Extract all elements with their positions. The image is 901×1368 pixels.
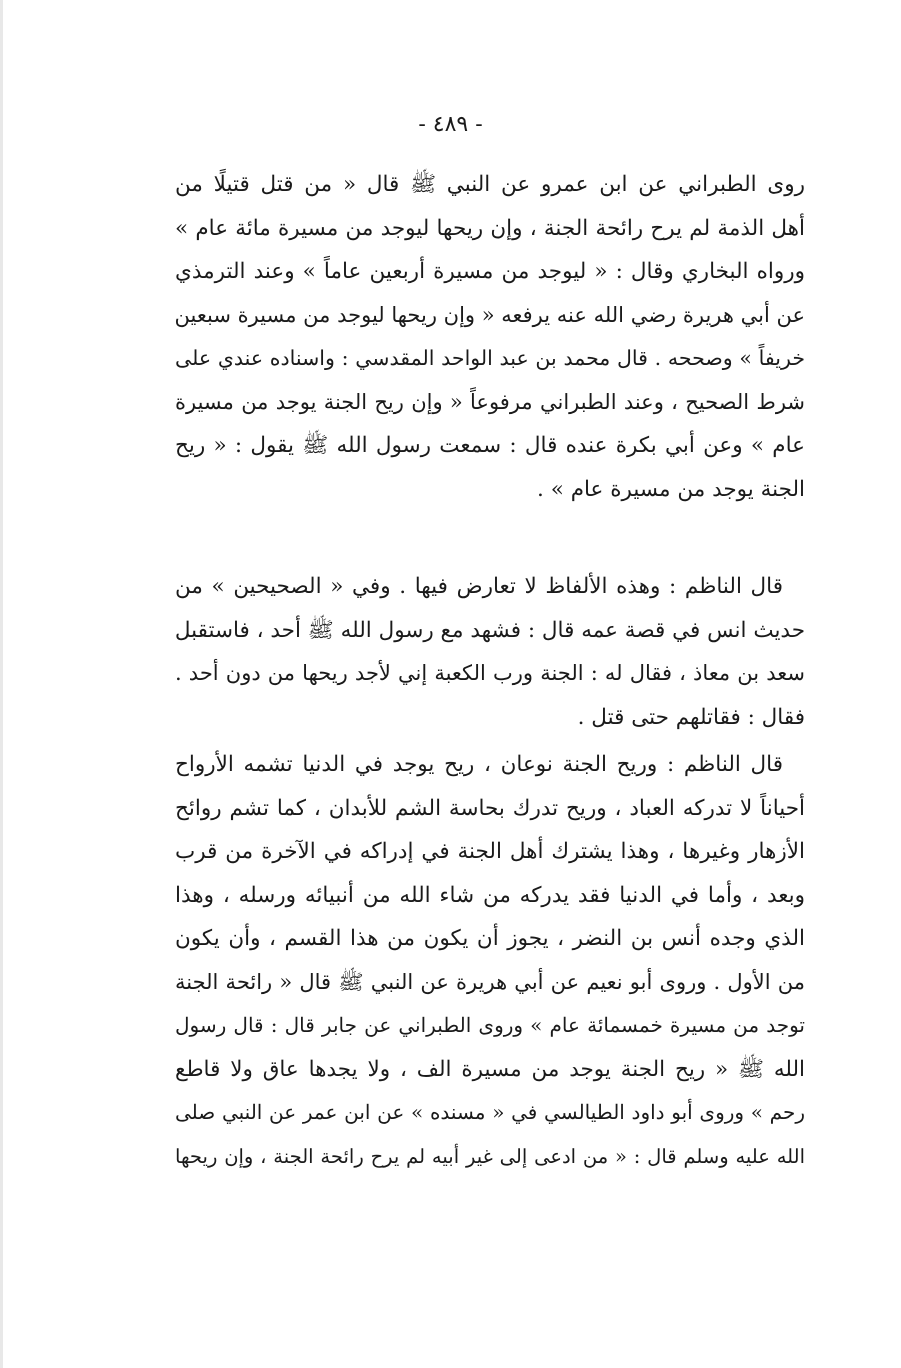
text-line: ورواه البخاري وقال : « ليوجد من مسيرة أربعين عاماً » وعند الترمذي bbox=[175, 259, 805, 284]
page-number: - ٤٨٩ - bbox=[418, 112, 483, 137]
paragraph-2 bbox=[175, 565, 805, 739]
text-line: حديث انس في قصة عمه قال : فشهد مع رسول الله ﷺ أحد ، فاستقبل bbox=[175, 617, 805, 643]
text-line: شرط الصحيح ، وعند الطبراني مرفوعاً « وإن ريح الجنة يوجد من مسيرة bbox=[175, 389, 805, 414]
text-line: أحياناً لا تدركه العباد ، وريح تدرك بحاسة الشم للأبدان ، كما تشم روائح bbox=[175, 795, 805, 821]
text-line: الله عليه وسلم قال : « من ادعى إلى غير أبيه لم يرح رائحة الجنة ، وإن ريحها bbox=[175, 1144, 805, 1168]
text-line: سعد بن معاذ ، فقال له : الجنة ورب الكعبة إني لأجد ريحها من دون أحد . bbox=[175, 661, 805, 685]
text-line: عام » وعن أبي بكرة عنده قال : سمعت رسول الله ﷺ يقول : « ريح bbox=[175, 433, 805, 458]
text-line: من الأول . وروى أبو نعيم عن أبي هريرة عن النبي ﷺ قال « رائحة الجنة bbox=[175, 969, 805, 994]
text-line: فقال : فقاتلهم حتى قتل . bbox=[577, 704, 805, 730]
text-line: الذي وجده أنس بن النضر ، يجوز أن يكون من هذا القسم ، وأن يكون bbox=[175, 926, 805, 951]
text-line: قال الناظم : وريح الجنة نوعان ، ريح يوجد في الدنيا تشمه الأرواح bbox=[175, 752, 783, 777]
text-line: رحم » وروى أبو داود الطيالسي في « مسنده » عن ابن عمر عن النبي صلى bbox=[175, 1100, 805, 1124]
text-line: قال الناظم : وهذه الألفاظ لا تعارض فيها . وفي « الصحيحين » من bbox=[175, 574, 784, 599]
text-line: روى الطبراني عن ابن عمرو عن النبي ﷺ قال « من قتل قتيلًا من bbox=[175, 172, 805, 197]
text-line: وبعد ، وأما في الدنيا فقد يدركه من شاء الله من أنبيائه ورسله ، وهذا bbox=[175, 882, 805, 908]
text-line: الله ﷺ « ريح الجنة يوجد من مسيرة الف ، ولا يجدها عاق ولا قاطع bbox=[175, 1056, 805, 1082]
text-line: أهل الذمة لم يرح رائحة الجنة ، وإن ريحها ليوجد من مسيرة مائة عام » bbox=[175, 215, 805, 241]
text-line: توجد من مسيرة خمسمائة عام » وروى الطبراني عن جابر قال : قال رسول bbox=[175, 1013, 805, 1037]
text-line: عن أبي هريرة رضي الله عنه يرفعه « وإن ريحها ليوجد من مسيرة سبعين bbox=[175, 302, 805, 327]
text-line: الجنة يوجد من مسيرة عام » . bbox=[537, 476, 805, 502]
paragraph-1 bbox=[175, 163, 805, 511]
text-line: خريفاً » وصححه . قال محمد بن عبد الواحد المقدسي : واسناده عندي على bbox=[175, 346, 805, 370]
paragraph-3 bbox=[175, 743, 805, 1178]
text-line: الأزهار وغيرها ، وهذا يشترك أهل الجنة في إدراكه في الآخرة من قرب bbox=[175, 839, 805, 864]
page-edge-shadow bbox=[0, 0, 3, 1368]
